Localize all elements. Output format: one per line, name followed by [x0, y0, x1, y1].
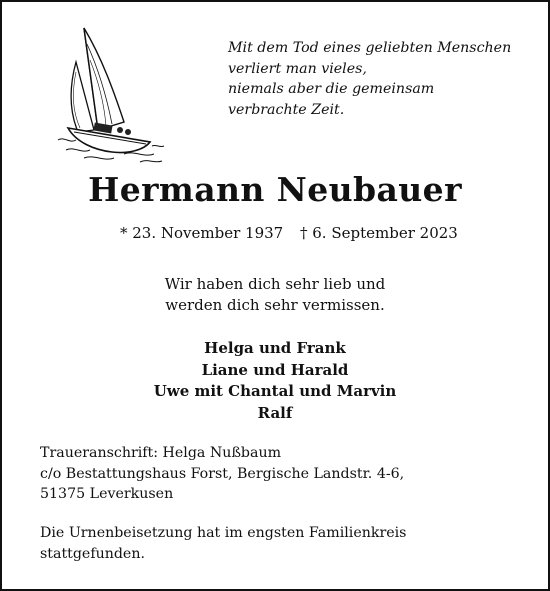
- burial-note: [40, 523, 406, 564]
- poem-line: verbrachte Zeit.: [228, 101, 345, 118]
- message-line: werden dich sehr vermissen.: [165, 296, 385, 314]
- poem-line: verliert man vieles,: [228, 60, 367, 77]
- deceased-name: Hermann Neubauer: [88, 170, 462, 209]
- death-date: † 6. September 2023: [300, 224, 458, 242]
- address-line: Traueranschrift: Helga Nußbaum: [40, 445, 282, 461]
- family-line: Uwe mit Chantal und Marvin: [153, 382, 397, 400]
- birth-date: * 23. November 1937: [120, 224, 284, 242]
- poem-line: niemals aber die gemeinsam: [228, 81, 435, 97]
- family-line: Ralf: [257, 403, 293, 422]
- mourning-address: [40, 443, 404, 505]
- family-line: Liane und Harald: [201, 360, 349, 379]
- burial-line: stattgefunden.: [40, 545, 145, 562]
- family-line: Helga und Frank: [204, 339, 346, 357]
- family-signatures: [2, 338, 548, 424]
- address-line: c/o Bestattungshaus Forst, Bergische Landstr. 4-6,: [40, 465, 405, 482]
- address-line: 51375 Leverkusen: [40, 486, 174, 502]
- farewell-message: [2, 274, 548, 316]
- poem-line: Mit dem Tod eines geliebten Menschen: [228, 40, 512, 56]
- sailboat-icon: [54, 24, 166, 166]
- message-line: Wir haben dich sehr lieb und: [164, 275, 386, 293]
- burial-line: Die Urnenbeisetzung hat im engsten Familienkreis: [40, 525, 407, 541]
- poem: [228, 38, 511, 120]
